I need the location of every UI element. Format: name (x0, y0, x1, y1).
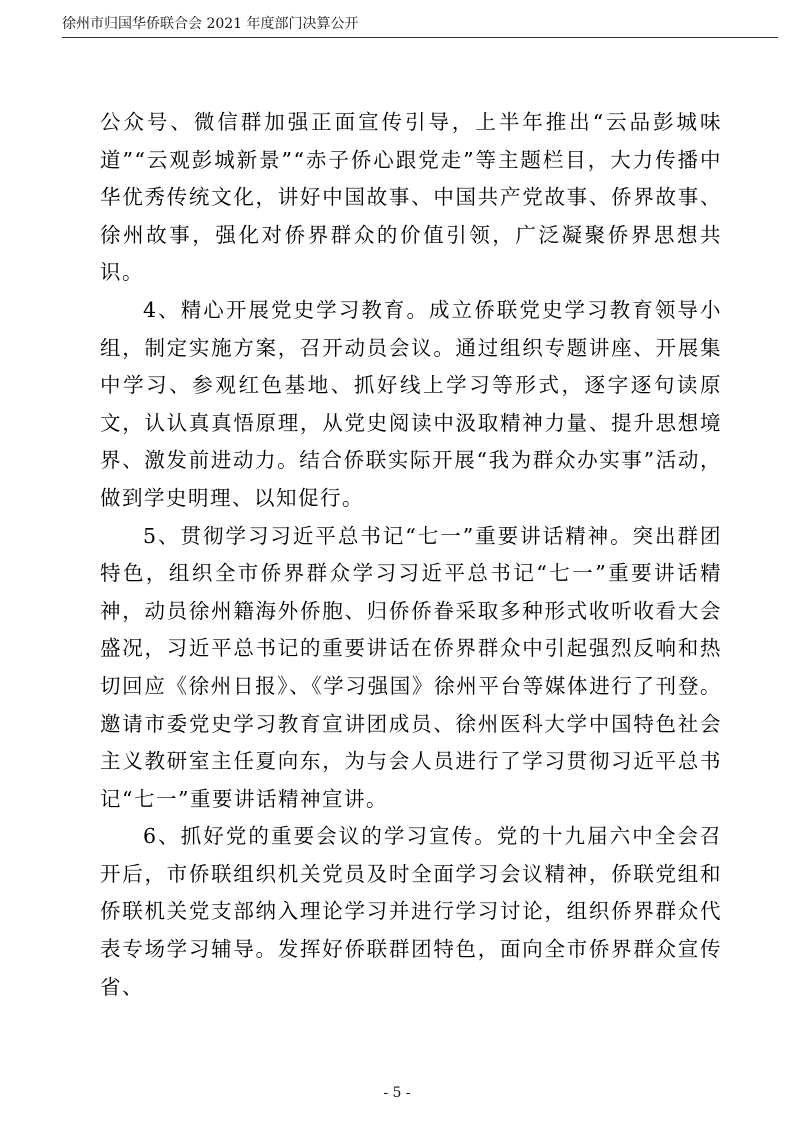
paragraph-item-6: 6、抓好党的重要会议的学习宣传。党的十九届六中全会召开后，市侨联组织机关党员及时全面学习会议精神，侨联党组和侨联机关党支部纳入理论学习并进行学习讨论，组织侨界群众代表专场学习辅导。发挥好侨联群团特色，面向全市侨界群众宣传省、 (100, 824, 722, 999)
paragraph-item-5: 5、贯彻学习习近平总书记“七一”重要讲话精神。突出群团特色，组织全市侨界群众学习习近平总书记“七一”重要讲话精神，动员徐州籍海外侨胞、归侨侨眷采取多种形式收听收看大会盛况，习近平总书记的重要讲话在侨界群众中引起强烈反响和热切回应《徐州日报》、《学习强国》徐州平台等媒体进行了刊登。邀请市委党史学习教育宣讲团成员、徐州医科大学中国特色社会主义教研室主任夏向东，为与会人员进行了学习贯彻习近平总书记“七一”重要讲话精神宣讲。 (100, 523, 722, 811)
paragraph-continued: 公众号、微信群加强正面宣传引导，上半年推出“云品彭城味道”“云观彭城新景”“赤子侨心跟党走”等主题栏目，大力传播中华优秀传统文化，讲好中国故事、中国共产党故事、侨界故事、徐州故事，强化对侨界群众的价值引领，广泛凝聚侨界思想共识。 (100, 110, 722, 285)
header-rule (62, 37, 778, 38)
paragraph-item-4: 4、精心开展党史学习教育。成立侨联党史学习教育领导小组，制定实施方案，召开动员会议。通过组织专题讲座、开展集中学习、参观红色基地、抓好线上学习等形式，逐字逐句读原文，认认真真悟原理，从党史阅读中汲取精神力量、提升思想境界、激发前进动力。结合侨联实际开展“我为群众办实事”活动，做到学史明理、以知促行。 (100, 297, 722, 510)
document-body (100, 104, 722, 1006)
page-number: - 5 - (383, 1085, 411, 1101)
header-title: 徐州市归国华侨联合会 2021 年度部门决算公开 (62, 16, 359, 32)
page-header (62, 12, 778, 38)
